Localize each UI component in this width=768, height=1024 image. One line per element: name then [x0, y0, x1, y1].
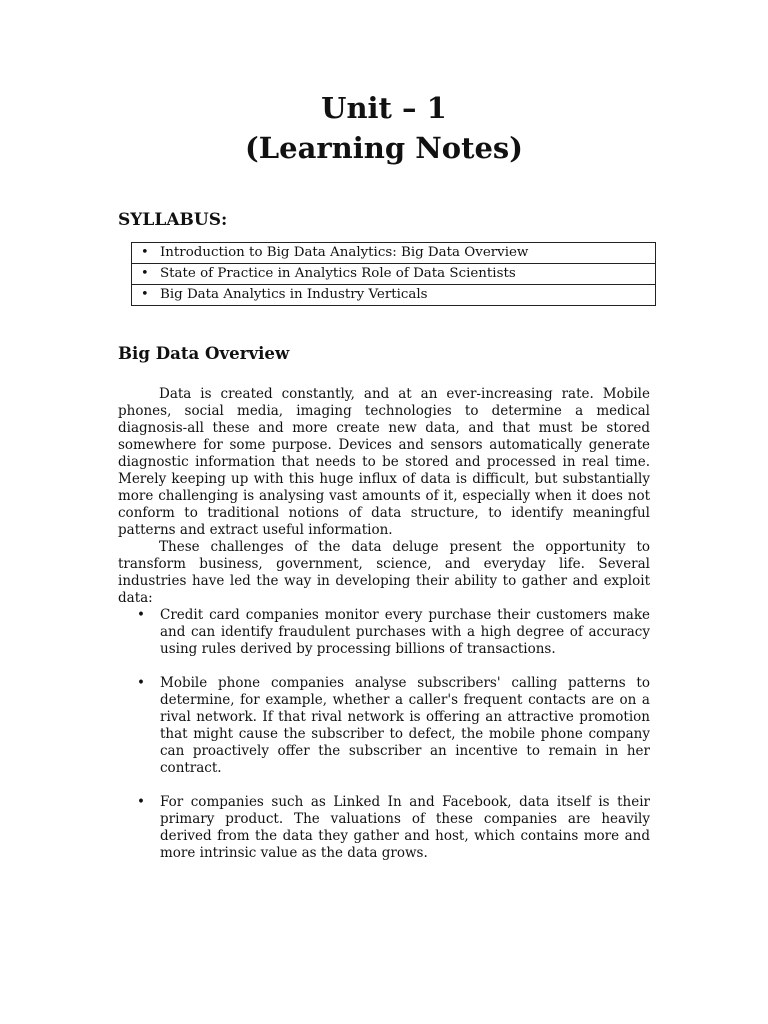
- paragraph: These challenges of the data deluge present the opportunity to transform business, government, science, and everyday life. Several industries have led the way in developing their ability to gather and exploit data:: [118, 539, 650, 606]
- list-item-text: Mobile phone companies analyse subscribers' calling patterns to determine, for example, whether a caller's frequent contacts are on a rival network. If that rival network is offering an attractive promotion that might cause the subscriber to defect, the mobile phone company can proactively offer the subscriber an incentive to remain in her contract.: [160, 675, 650, 776]
- section-body: [118, 386, 650, 879]
- list-item: [118, 675, 650, 777]
- syllabus-item: [132, 264, 655, 285]
- title-line-1: Unit – 1: [321, 91, 447, 125]
- bullet-icon: •: [137, 607, 145, 623]
- syllabus-item-text: State of Practice in Analytics Role of Data Scientists: [160, 266, 516, 281]
- industry-examples-list: [118, 607, 650, 862]
- bullet-icon: •: [137, 794, 145, 810]
- bullet-icon: •: [141, 245, 149, 260]
- section-heading: Big Data Overview: [118, 343, 290, 363]
- syllabus-heading: SYLLABUS:: [118, 210, 228, 230]
- bullet-icon: •: [141, 266, 149, 281]
- title-line-2: (Learning Notes): [245, 131, 523, 165]
- syllabus-item: [132, 285, 655, 305]
- page-title: [118, 88, 650, 168]
- list-item: [118, 607, 650, 658]
- list-item-text: For companies such as Linked In and Facebook, data itself is their primary product. The valuations of these companies are heavily derived from the data they gather and host, which contains more and more intrinsic value as the data grows.: [160, 794, 650, 861]
- syllabus-item-text: Introduction to Big Data Analytics: Big Data Overview: [160, 245, 529, 260]
- list-item: [118, 794, 650, 862]
- bullet-icon: •: [141, 287, 149, 302]
- syllabus-table: [131, 242, 656, 306]
- paragraph: Data is created constantly, and at an ever-increasing rate. Mobile phones, social media, imaging technologies to determine a medical diagnosis-all these and more create new data, and that must be stored somewhere for some purpose. Devices and sensors automatically generate diagnostic information that needs to be stored and processed in real time. Merely keeping up with this huge influx of data is difficult, but substantially more challenging is analysing vast amounts of it, especially when it does not conform to traditional notions of data structure, to identify meaningful patterns and extract useful information.: [118, 386, 650, 538]
- bullet-icon: •: [137, 675, 145, 691]
- syllabus-item: [132, 243, 655, 264]
- list-item-text: Credit card companies monitor every purchase their customers make and can identify fraudulent purchases with a high degree of accuracy using rules derived by processing billions of transactions.: [160, 607, 650, 657]
- syllabus-item-text: Big Data Analytics in Industry Verticals: [160, 287, 428, 302]
